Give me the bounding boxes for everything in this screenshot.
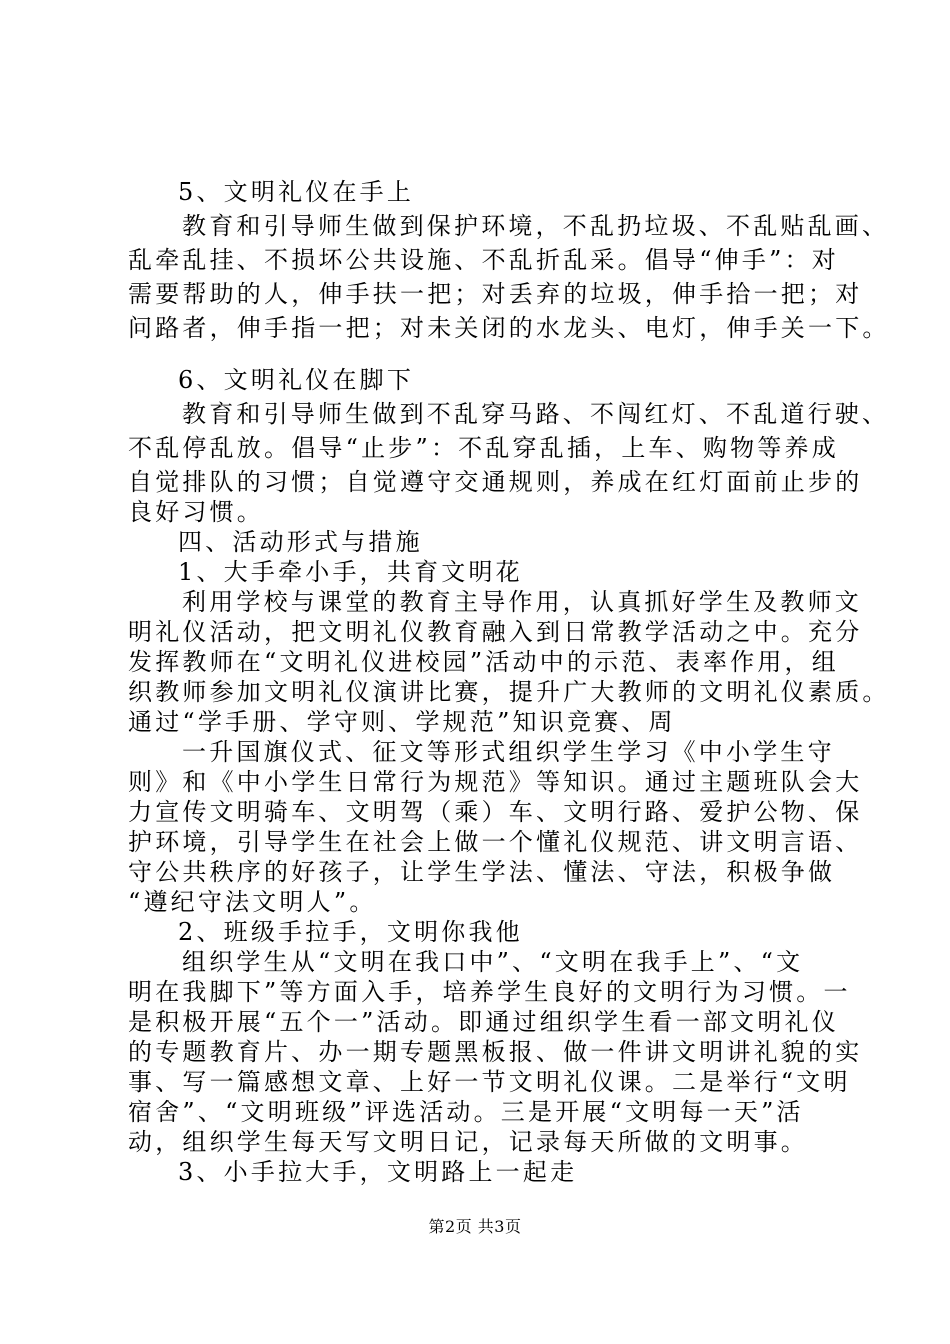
paragraph-line: 发挥教师在“文明礼仪进校园”活动中的示范、表率作用，组: [128, 648, 839, 676]
paragraph-line: 自觉排队的习惯；自觉遵守交通规则，养成在红灯面前止步的: [128, 468, 863, 496]
heading-5: 5、文明礼仪在手上: [178, 178, 415, 206]
paragraph-line: 的专题教育片、办一期专题黑板报、做一件讲文明讲礼貌的实: [128, 1038, 863, 1066]
paragraph-line: 织教师参加文明礼仪演讲比赛，提升广大教师的文明礼仪素质。: [128, 678, 890, 706]
heading-3: 3、小手拉大手，文明路上一起走: [178, 1158, 578, 1186]
paragraph-line: 力宣传文明骑车、文明驾（乘）车、文明行路、爱护公物、保: [128, 798, 863, 826]
paragraph-line: 通过“学手册、学守则、学规范”知识竞赛、周: [128, 708, 676, 736]
paragraph-line: 一升国旗仪式、征文等形式组织学生学习《中小学生守: [182, 738, 835, 766]
heading-1: 1、大手牵小手，共育文明花: [178, 558, 523, 586]
paragraph-line: “遵纪守法文明人”。: [128, 888, 377, 916]
paragraph-line: 则》和《中小学生日常行为规范》等知识。通过主题班队会大: [128, 768, 863, 796]
paragraph-line: 宿舍”、“文明班级”评选活动。三是开展“文明每一天”活: [128, 1098, 804, 1126]
paragraph-line: 事、写一篇感想文章、上好一节文明礼仪课。二是举行“文明: [128, 1068, 851, 1096]
paragraph-line: 明在我脚下”等方面入手，培养学生良好的文明行为习惯。一: [128, 978, 851, 1006]
heading-2: 2、班级手拉手，文明你我他: [178, 918, 523, 946]
paragraph-line: 需要帮助的人，伸手扶一把；对丢弃的垃圾，伸手拾一把；对: [128, 280, 863, 308]
paragraph-line: 明礼仪活动，把文明礼仪教育融入到日常教学活动之中。充分: [128, 618, 863, 646]
paragraph-line: 乱牵乱挂、不损坏公共设施、不乱折乱采。倡导“伸手”：对: [128, 246, 839, 274]
paragraph-line: 组织学生从“文明在我口中”、“文明在我手上”、“文: [182, 948, 804, 976]
paragraph-line: 问路者，伸手指一把；对未关闭的水龙头、电灯，伸手关一下。: [128, 314, 890, 342]
paragraph-line: 良好习惯。: [128, 498, 264, 526]
paragraph-line: 教育和引导师生做到保护环境，不乱扔垃圾、不乱贴乱画、: [182, 212, 890, 240]
paragraph-line: 教育和引导师生做到不乱穿马路、不闯红灯、不乱道行驶、: [182, 400, 890, 428]
paragraph-line: 守公共秩序的好孩子，让学生学法、懂法、守法，积极争做: [128, 858, 836, 886]
paragraph-line: 是积极开展“五个一”活动。即通过组织学生看一部文明礼仪: [128, 1008, 839, 1036]
section-heading-4: 四、活动形式与措施: [178, 528, 423, 556]
paragraph-line: 动，组织学生每天写文明日记，记录每天所做的文明事。: [128, 1128, 808, 1156]
paragraph-line: 不乱停乱放。倡导“止步”：不乱穿乱插，上车、购物等养成: [128, 434, 839, 462]
page-footer: 第2页 共3页: [428, 1217, 522, 1236]
paragraph-line: 利用学校与课堂的教育主导作用，认真抓好学生及教师文: [182, 588, 862, 616]
paragraph-line: 护环境，引导学生在社会上做一个懂礼仪规范、讲文明言语、: [128, 828, 863, 856]
heading-6: 6、文明礼仪在脚下: [178, 366, 415, 394]
